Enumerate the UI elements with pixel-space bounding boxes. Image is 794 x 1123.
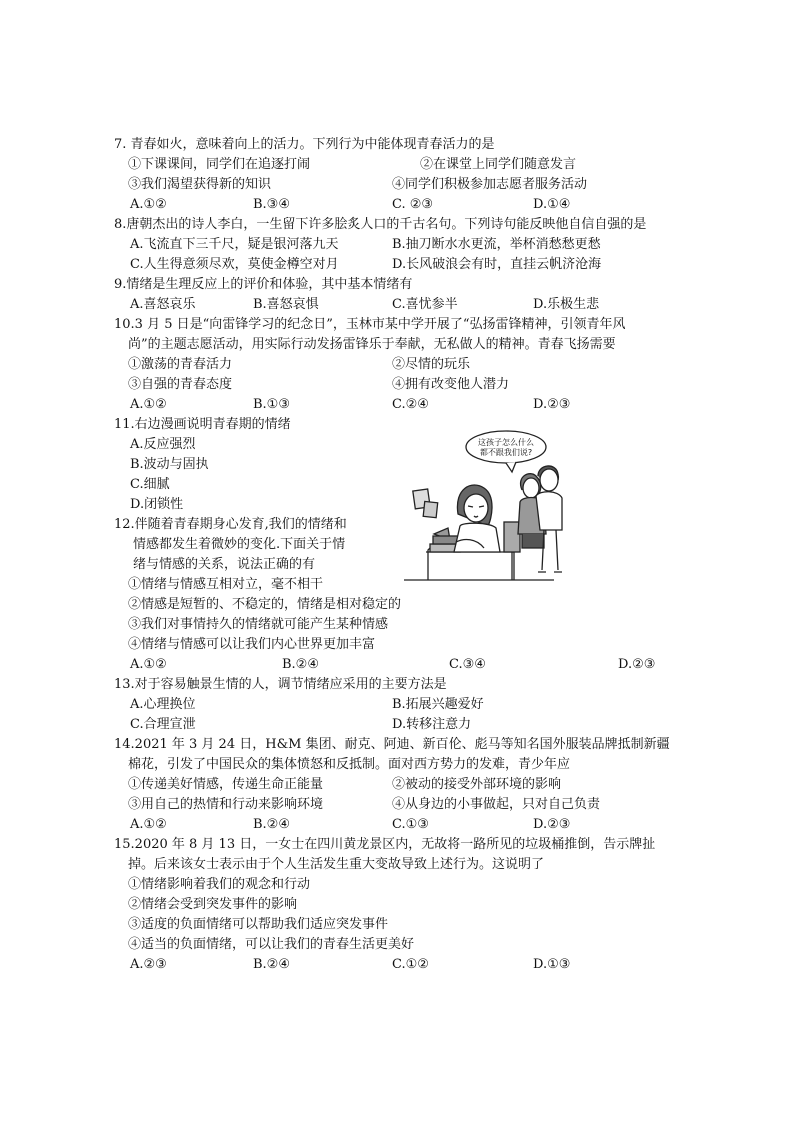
question-10-stem-line-2: 尚”的主题志愿活动，用实际行动发扬雷锋乐于奉献，无私做人的精神。青春飞扬需要 [128, 337, 616, 352]
q12-option-b: B.②④ [282, 657, 319, 672]
q10-option-d: D.②③ [533, 397, 571, 412]
q14-option-d: D.②③ [533, 817, 571, 832]
q10-statement-3: ③自强的青春态度 [128, 377, 233, 392]
q12-statement-3: ③我们对事情持久的情绪就可能产生某种情感 [128, 617, 389, 632]
q9-option-b: B.喜怒哀惧 [253, 297, 319, 312]
question-13-stem: 13.对于容易触景生情的人，调节情绪应采用的主要方法是 [114, 677, 447, 692]
q7-statement-4: ④同学们积极参加志愿者服务活动 [392, 177, 588, 192]
question-15-stem-line-2: 掉。后来该女士表示由于个人生活发生重大变故导致上述行为。这说明了 [128, 857, 545, 872]
q7-option-b: B.③④ [253, 197, 290, 212]
q10-option-b: B.①③ [253, 397, 290, 412]
q15-option-a: A.②③ [130, 957, 167, 972]
q12-statement-2: ②情感是短暂的、不稳定的，情绪是相对稳定的 [128, 597, 402, 612]
bubble-text-line-1: 这孩子怎么什么 [478, 438, 534, 447]
q15-statement-1: ①情绪影响着我们的观念和行动 [128, 877, 311, 892]
q13-option-d: D.转移注意力 [392, 717, 472, 732]
question-7-stem: 7. 青春如火，意味着向上的活力。下列行为中能体现青春活力的是 [114, 137, 495, 152]
question-14-stem-line-1: 14.2021 年 3 月 24 日，H&M 集团、耐克、阿迪、新百伦、彪马等知名国外服装品牌抵制新疆 [114, 737, 670, 752]
q12-option-d: D.②③ [618, 657, 656, 672]
q7-statement-1: ①下课课间，同学们在追逐打闹 [128, 157, 311, 172]
q13-option-c: C.合理宣泄 [130, 717, 196, 732]
q14-statement-3: ③用自己的热情和行动来影响环境 [128, 797, 324, 812]
q12-option-a: A.①② [130, 657, 167, 672]
q11-option-d: D.闭锁性 [130, 497, 184, 512]
speech-bubble [466, 431, 546, 463]
question-10-stem-line-1: 10.3 月 5 日是“向雷锋学习的纪念日”，玉林市某中学开展了“弘扬雷锋精神，引领青年风 [114, 317, 626, 332]
q14-option-b: B.②④ [253, 817, 290, 832]
q14-statement-1: ①传递美好情感，传递生命正能量 [128, 777, 324, 792]
q11-option-c: C.细腻 [130, 477, 170, 492]
q9-option-d: D.乐极生悲 [533, 297, 600, 312]
question-11-stem: 11.右边漫画说明青春期的情绪 [114, 417, 291, 432]
q12-statement-4: ④情绪与情感可以让我们内心世界更加丰富 [128, 637, 376, 652]
q8-option-b: B.抽刀断水水更流，举杯消愁愁更愁 [392, 237, 601, 252]
q7-statement-2: ②在课堂上同学们随意发言 [420, 157, 577, 172]
q10-statement-1: ①激荡的青春活力 [128, 357, 233, 372]
q7-option-d: D.①④ [533, 197, 571, 212]
q14-statement-2: ②被动的接受外部环境的影响 [392, 777, 562, 792]
q11-option-b: B.波动与固执 [130, 457, 209, 472]
cartoon-illustration [404, 430, 600, 582]
q15-statement-4: ④适当的负面情绪，可以让我们的青春生活更美好 [128, 937, 415, 952]
question-8-stem: 8.唐朝杰出的诗人李白，一生留下许多脍炙人口的千古名句。下列诗句能反映他自信自强的是 [114, 217, 647, 232]
question-12-stem-line-3: 绪与情感的关系，说法正确的有 [133, 557, 316, 572]
question-14-stem-line-2: 棉花，引发了中国民众的集体愤怒和反抵制。面对西方势力的发难，青少年应 [128, 757, 571, 772]
q9-option-c: C.喜忧参半 [392, 297, 458, 312]
q15-option-d: D.①③ [533, 957, 571, 972]
q14-statement-4: ④从身边的小事做起，只对自己负责 [392, 797, 601, 812]
question-12-stem-line-2: 情感都发生着微妙的变化.下面关于情 [133, 537, 346, 552]
q10-statement-2: ②尽情的玩乐 [392, 357, 471, 372]
q7-statement-3: ③我们渴望获得新的知识 [128, 177, 272, 192]
question-9-stem: 9.情绪是生理反应上的评价和体验，其中基本情绪有 [114, 277, 413, 292]
q15-statement-3: ③适度的负面情绪可以帮助我们适应突发事件 [128, 917, 389, 932]
q10-option-a: A.①② [130, 397, 167, 412]
bubble-text-line-2: 都不跟我们说? [479, 448, 533, 457]
q10-option-c: C.②④ [392, 397, 429, 412]
q15-option-c: C.①② [392, 957, 429, 972]
q9-option-a: A.喜怒哀乐 [130, 297, 196, 312]
q12-option-c: C.③④ [449, 657, 486, 672]
q14-option-c: C.①③ [392, 817, 429, 832]
q10-statement-4: ④拥有改变他人潜力 [392, 377, 510, 392]
q13-option-b: B.拓展兴趣爱好 [392, 697, 484, 712]
q15-option-b: B.②④ [253, 957, 290, 972]
q11-option-a: A.反应强烈 [130, 437, 196, 452]
q13-option-a: A.心理换位 [130, 697, 196, 712]
q12-statement-1: ①情绪与情感互相对立，毫不相干 [128, 577, 324, 592]
question-15-stem-line-1: 15.2020 年 8 月 13 日，一女士在四川黄龙景区内，无故将一路所见的垃圾桶推倒，告示牌扯 [114, 837, 656, 852]
q8-option-d: D.长风破浪会有时，直挂云帆济沧海 [392, 257, 602, 272]
q7-option-a: A.①② [130, 197, 167, 212]
q8-option-a: A.飞流直下三千尺，疑是银河落九天 [130, 237, 339, 252]
q14-option-a: A.①② [130, 817, 167, 832]
question-12-stem-line-1: 12.伴随着青春期身心发育,我们的情绪和 [114, 517, 347, 532]
q7-option-c: C. ②③ [392, 197, 434, 212]
q15-statement-2: ②情绪会受到突发事件的影响 [128, 897, 298, 912]
q8-option-c: C.人生得意须尽欢，莫使金樽空对月 [130, 257, 339, 272]
